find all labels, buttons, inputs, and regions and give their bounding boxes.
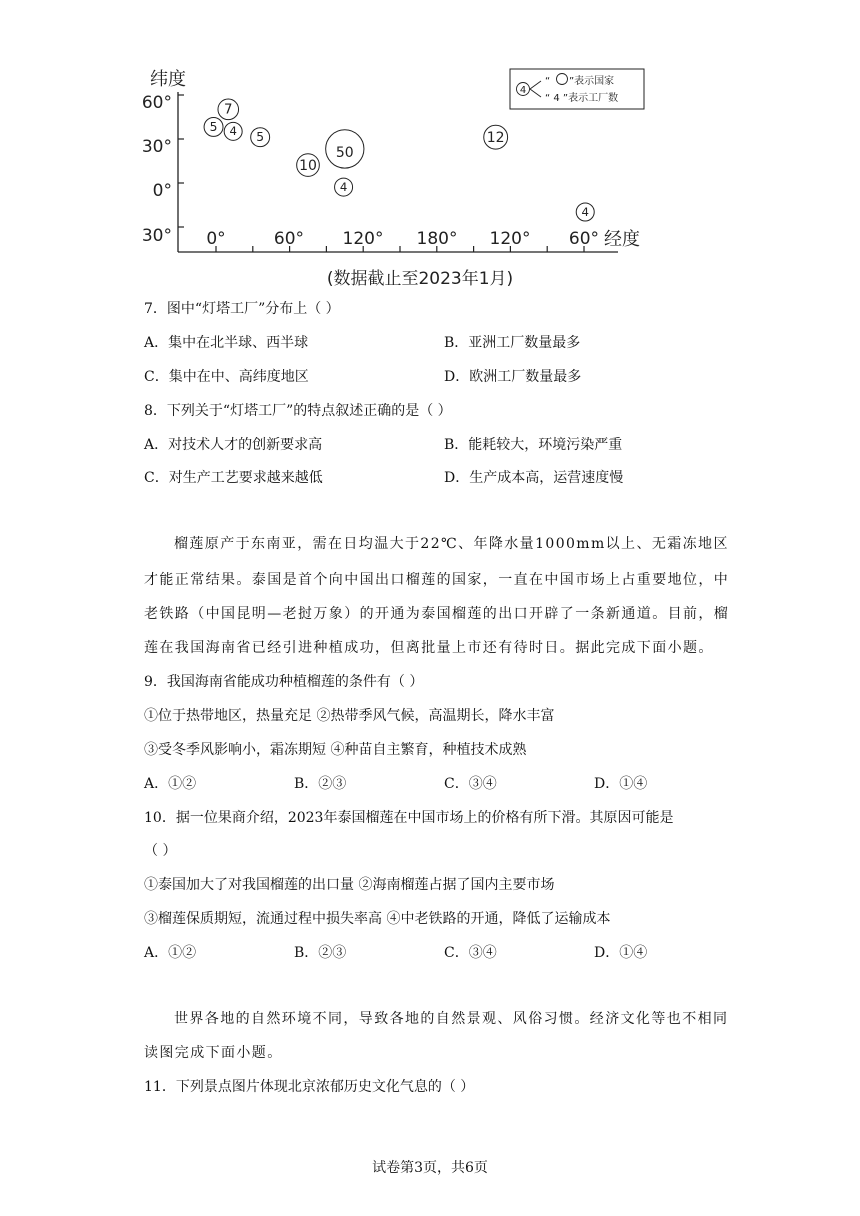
x-axis-title: 经度: [604, 229, 640, 250]
passage2-line: 读图完成下面小题。: [144, 1045, 283, 1061]
x-tick-label: 60°: [273, 229, 305, 249]
q9-option-b[interactable]: B．②③: [294, 776, 347, 792]
passage1-line: 老铁路（中国昆明—老挝万象）的开通为泰国榴莲的出口开辟了一条新通道。目前，榴: [144, 606, 730, 622]
x-tick-label: 180°: [416, 229, 458, 249]
q9-option-d[interactable]: D．①④: [594, 776, 648, 792]
x-tick-label: 120°: [342, 229, 384, 249]
q8-stem: 8．下列关于“灯塔工厂”的特点叙述正确的是（ ）: [144, 403, 452, 419]
legend: [510, 69, 644, 109]
q10-stem-blank: （ ）: [144, 843, 177, 859]
q9-statements-1: ①位于热带地区，热量充足 ②热带季风气候，高温期长，降水丰富: [144, 708, 555, 724]
x-tick-label: 60°: [568, 229, 600, 249]
q9-option-c[interactable]: C．③④: [444, 776, 497, 792]
y-tick-label: 0°: [152, 181, 172, 201]
data-point-label: 50: [335, 144, 354, 161]
q9-option-a[interactable]: A．①②: [144, 776, 197, 792]
data-point-label: 4: [581, 204, 589, 219]
q7-option-b[interactable]: B．亚洲工厂数量最多: [444, 335, 581, 351]
q7-option-a[interactable]: A．集中在北半球、西半球: [144, 335, 309, 351]
q10-option-c[interactable]: C．③④: [444, 945, 497, 961]
data-point-label: 4: [339, 179, 348, 194]
data-point-label: 7: [224, 102, 233, 118]
passage1-line: 才能正常结果。泰国是首个向中国出口榴莲的国家，一直在中国市场上占重要地位，中: [144, 572, 730, 588]
y-tick-label: 30°: [141, 137, 172, 157]
legend-line2: “ 4 ”表示工厂数: [545, 93, 619, 104]
x-tick-label: 0°: [206, 229, 226, 249]
legend-line1-b: ”表示国家: [569, 76, 615, 87]
q10-stem: 10．据一位果商介绍，2023年泰国榴莲在中国市场上的价格有所下滑。其原因可能是: [144, 810, 674, 826]
y-tick-label: 60°: [141, 93, 172, 113]
data-point-label: 4: [229, 124, 237, 139]
q7-option-d[interactable]: D．欧洲工厂数量最多: [444, 369, 582, 385]
y-tick-label: 30°: [141, 226, 172, 246]
data-point-label: 5: [209, 119, 218, 134]
passage2-line: 世界各地的自然环境不同，导致各地的自然景观、风俗习惯。经济文化等也不相同: [174, 1011, 729, 1027]
legend-sample-label: 4: [519, 85, 527, 96]
passage1-line: 榴莲原产于东南亚，需在日均温大于22℃、年降水量1000mm以上、无霜冻地区: [174, 536, 729, 552]
lighthouse-factory-chart: [0, 0, 860, 300]
q10-option-b[interactable]: B．②③: [294, 945, 347, 961]
legend-line1-a: “: [545, 76, 551, 87]
q10-option-d[interactable]: D．①④: [594, 945, 648, 961]
q8-option-b[interactable]: B．能耗较大，环境污染严重: [444, 437, 623, 453]
data-points: [204, 99, 594, 221]
q8-option-c[interactable]: C．对生产工艺要求越来越低: [144, 470, 323, 486]
q8-option-d[interactable]: D．生产成本高，运营速度慢: [444, 470, 624, 486]
q10-statements-1: ①泰国加大了对我国榴莲的出口量 ②海南榴莲占据了国内主要市场: [144, 877, 555, 893]
q8-option-a[interactable]: A．对技术人才的创新要求高: [144, 437, 323, 453]
x-tick-label: 120°: [489, 229, 531, 249]
q9-statements-2: ③受冬季风影响小，霜冻期短 ④种苗自主繁育，种植技术成熟: [144, 742, 527, 758]
q11-stem: 11．下列景点图片体现北京浓郁历史文化气息的（ ）: [144, 1079, 475, 1095]
q7-option-c[interactable]: C．集中在中、高纬度地区: [144, 369, 309, 385]
data-point-label: 5: [256, 130, 265, 145]
q9-stem: 9．我国海南省能成功种植榴莲的条件有（ ）: [144, 674, 424, 690]
data-point-label: 12: [486, 130, 505, 147]
q7-stem: 7．图中“灯塔工厂”分布上（ ）: [144, 301, 340, 317]
chart-caption: (数据截止至2023年1月): [326, 269, 514, 289]
passage1-line: 莲在我国海南省已经引进种植成功，但离批量上市还有待时日。据此完成下面小题。: [144, 640, 714, 656]
q10-statements-2: ③榴莲保质期短，流通过程中损失率高 ④中老铁路的开通，降低了运输成本: [144, 911, 611, 927]
y-axis-title: 纬度: [150, 69, 186, 90]
q10-option-a[interactable]: A．①②: [144, 945, 197, 961]
page-footer: 试卷第3页，共6页: [372, 1160, 488, 1176]
data-point-label: 10: [299, 157, 317, 174]
